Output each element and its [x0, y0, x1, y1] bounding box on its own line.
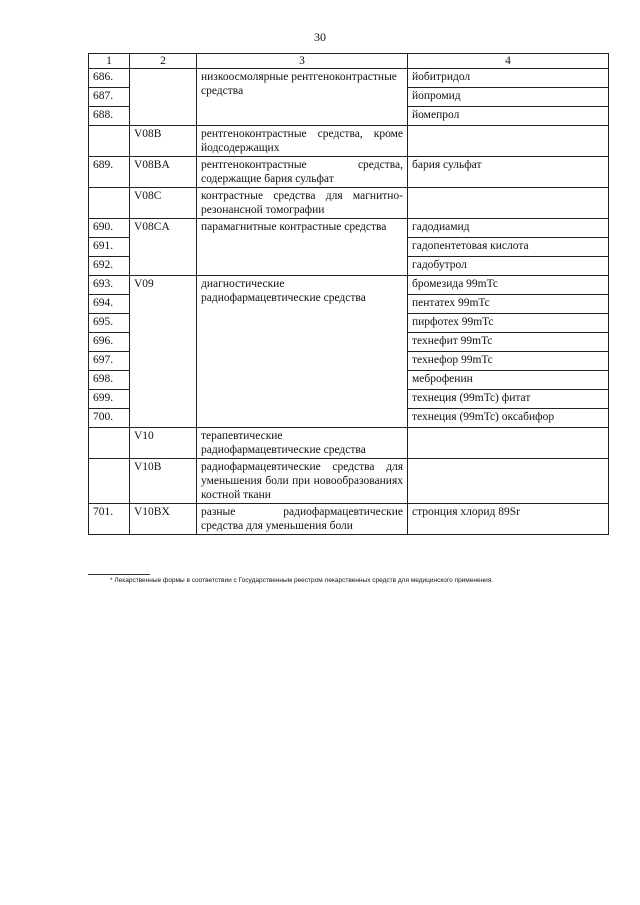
drug-name	[408, 459, 609, 504]
table-row	[89, 188, 609, 219]
atc-code	[130, 69, 197, 126]
row-number: 689.	[89, 157, 130, 188]
column-header: 4	[408, 54, 609, 69]
row-number: 688.	[89, 107, 130, 126]
drug-name	[408, 428, 609, 459]
row-number: 697.	[89, 352, 130, 371]
footnote	[110, 576, 610, 585]
row-number: 695.	[89, 314, 130, 333]
atc-code: V08BA	[130, 157, 197, 188]
drug-name: гадопентетовая кислота	[408, 238, 609, 257]
atc-code: V08C	[130, 188, 197, 219]
drug-name: технефит 99mTc	[408, 333, 609, 352]
drug-name: технефор 99mTc	[408, 352, 609, 371]
drug-name: гадодиамид	[408, 219, 609, 238]
row-number: 694.	[89, 295, 130, 314]
atc-code: V08CA	[130, 219, 197, 276]
atc-code: V10	[130, 428, 197, 459]
row-number: 687.	[89, 88, 130, 107]
atc-code: V10BX	[130, 504, 197, 535]
row-number: 692.	[89, 257, 130, 276]
column-header: 3	[197, 54, 408, 69]
group-name: рентгеноконтрастные средства, содержащие бария сульфат	[197, 157, 408, 188]
drug-name: бария сульфат	[408, 157, 609, 188]
table-header-row	[89, 54, 609, 69]
row-number	[89, 126, 130, 157]
drug-name	[408, 188, 609, 219]
drug-name	[408, 126, 609, 157]
table-row	[89, 126, 609, 157]
row-number	[89, 188, 130, 219]
row-number: 701.	[89, 504, 130, 535]
column-header: 1	[89, 54, 130, 69]
drug-name: бромезида 99mTc	[408, 276, 609, 295]
row-number: 691.	[89, 238, 130, 257]
table-row	[89, 157, 609, 188]
footnote-divider	[88, 574, 150, 575]
atc-code: V08B	[130, 126, 197, 157]
row-number: 700.	[89, 409, 130, 428]
row-number: 696.	[89, 333, 130, 352]
table-row	[89, 459, 609, 504]
group-name: диагностические радиофармацевтические средства	[197, 276, 408, 428]
table-row	[89, 428, 609, 459]
drug-name: меброфенин	[408, 371, 609, 390]
row-number: 690.	[89, 219, 130, 238]
table-row	[89, 69, 609, 88]
group-name: разные радиофармацевтические средства для уменьшения боли	[197, 504, 408, 535]
page-number: 30	[314, 30, 326, 44]
footnote-mark: *	[110, 577, 113, 584]
group-name: низкоосмолярные рентгеноконтрастные средства	[197, 69, 408, 126]
drug-name: йопромид	[408, 88, 609, 107]
table-row	[89, 219, 609, 238]
group-name: терапевтические радиофармацевтические средства	[197, 428, 408, 459]
drug-name: пирфотех 99mTc	[408, 314, 609, 333]
row-number: 686.	[89, 69, 130, 88]
table-row	[89, 276, 609, 295]
medicines-table	[88, 53, 609, 535]
atc-code: V10B	[130, 459, 197, 504]
group-name: рентгеноконтрастные средства, кроме йодсодержащих	[197, 126, 408, 157]
group-name: контрастные средства для магнитно-резонансной томографии	[197, 188, 408, 219]
drug-name: йомепрол	[408, 107, 609, 126]
table-row	[89, 504, 609, 535]
row-number	[89, 459, 130, 504]
drug-name: технеция (99mTc) фитат	[408, 390, 609, 409]
footnote-text: Лекарственные формы в соответствии с Государственным реестром лекарственных средств для медицинского применения.	[114, 577, 494, 584]
row-number: 699.	[89, 390, 130, 409]
group-name: радиофармацевтические средства для уменьшения боли при новообразованиях костной ткани	[197, 459, 408, 504]
column-header: 2	[130, 54, 197, 69]
drug-name: стронция хлорид 89Sr	[408, 504, 609, 535]
drug-name: технеция (99mTc) оксабифор	[408, 409, 609, 428]
drug-name: йобитридол	[408, 69, 609, 88]
atc-code: V09	[130, 276, 197, 428]
drug-name: гадобутрол	[408, 257, 609, 276]
drug-name: пентатех 99mTc	[408, 295, 609, 314]
row-number: 698.	[89, 371, 130, 390]
row-number	[89, 428, 130, 459]
row-number: 693.	[89, 276, 130, 295]
group-name: парамагнитные контрастные средства	[197, 219, 408, 276]
